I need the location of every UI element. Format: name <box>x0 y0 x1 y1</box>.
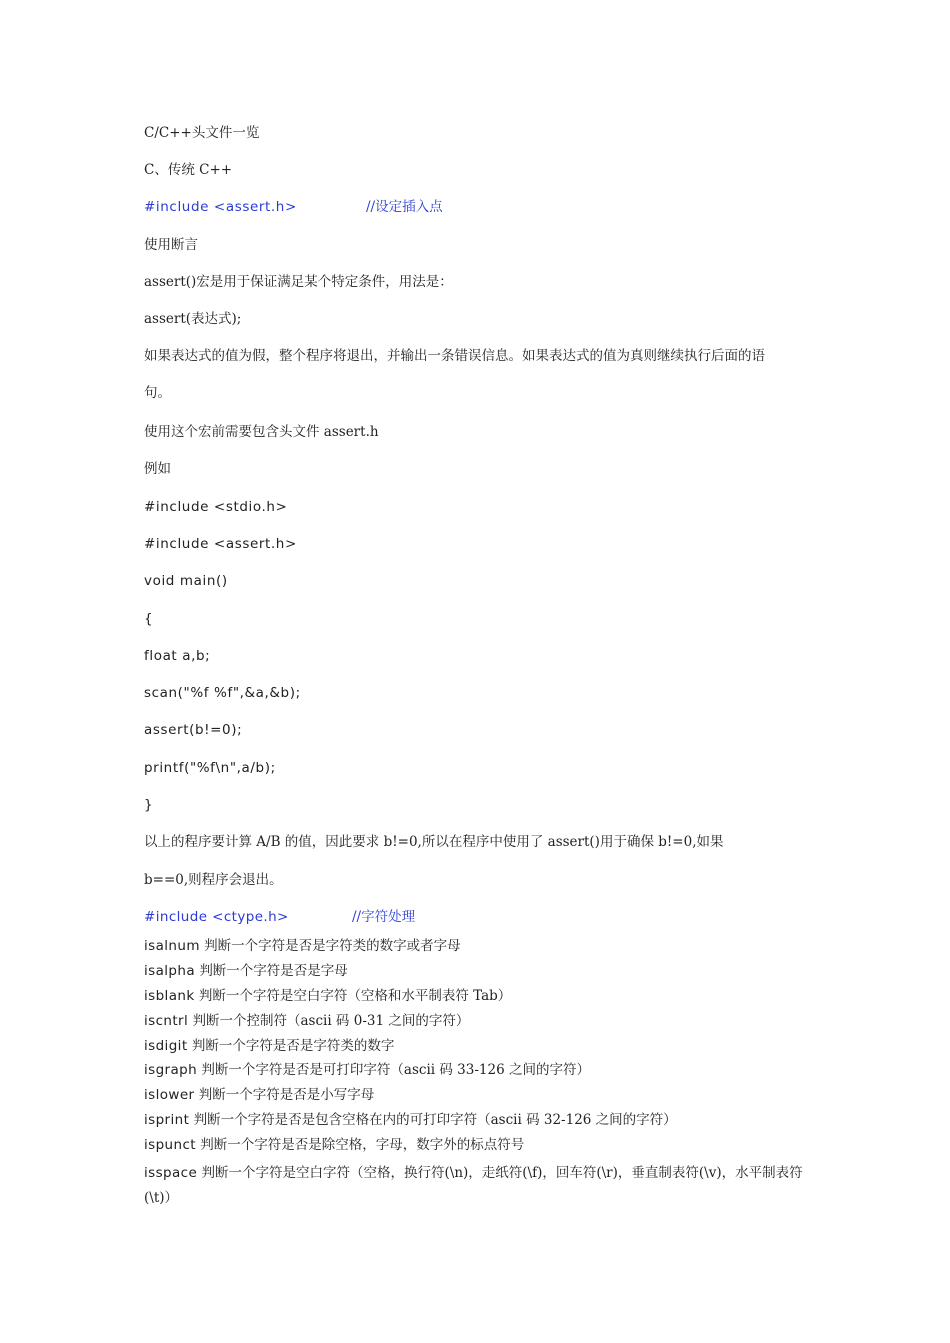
assert-desc: assert()宏是用于保证满足某个特定条件，用法是： <box>144 274 453 290</box>
code-line: assert(b!=0); <box>144 722 243 738</box>
ctype-function-item <box>144 1136 824 1154</box>
ctype-function-desc: 判断一个字符是否是包含空格在内的可打印字符（ascii 码 32-126 之间的字符） <box>193 1112 677 1128</box>
ctype-function-desc: 判断一个字符是空白字符（空格和水平制表符 Tab） <box>198 988 512 1004</box>
ctype-function-desc: 判断一个字符是否是除空格，字母，数字外的标点符号 <box>200 1137 525 1153</box>
ctype-function-name: isblank <box>144 988 195 1004</box>
code-line: #include <stdio.h> <box>144 499 288 515</box>
ctype-include-comment: //字符处理 <box>352 909 416 925</box>
assert-explain-1: 如果表达式的值为假，整个程序将退出，并输出一条错误信息。如果表达式的值为真则继续执行后面的语 <box>144 348 765 364</box>
ctype-function-desc: 判断一个字符是否是字母 <box>199 963 348 979</box>
code-line: printf("%f\n",a/b); <box>144 760 276 776</box>
assert-heading: 使用断言 <box>144 237 198 253</box>
doc-title: C/C++头文件一览 <box>144 125 260 141</box>
ctype-function-item <box>144 937 824 955</box>
code-line: } <box>144 797 154 813</box>
ctype-function-desc: 判断一个控制符（ascii 码 0-31 之间的字符） <box>192 1013 470 1029</box>
code-line: void main() <box>144 573 228 589</box>
doc-subtitle: C、传统 C++ <box>144 162 233 178</box>
assert-header-note: 使用这个宏前需要包含头文件 assert.h <box>144 424 379 440</box>
ctype-function-item <box>144 1161 806 1211</box>
assert-explain-2: 句。 <box>144 385 171 401</box>
ctype-function-name: isdigit <box>144 1038 188 1054</box>
assert-note-2: b==0,则程序会退出。 <box>144 872 283 888</box>
assert-note-1: 以上的程序要计算 A/B 的值，因此要求 b!=0,所以在程序中使用了 assert()用于确保 b!=0,如果 <box>144 834 724 850</box>
ctype-function-item <box>144 987 824 1005</box>
ctype-function-item <box>144 1037 824 1055</box>
assert-include: #include <assert.h> <box>144 199 297 215</box>
ctype-function-name: isalnum <box>144 938 200 954</box>
ctype-function-name: ispunct <box>144 1137 196 1153</box>
ctype-include: #include <ctype.h> <box>144 909 289 925</box>
ctype-function-item <box>144 1111 824 1129</box>
ctype-function-name: isgraph <box>144 1062 198 1078</box>
ctype-function-desc: 判断一个字符是否是小写字母 <box>198 1087 375 1103</box>
assert-include-comment: //设定插入点 <box>366 199 443 215</box>
ctype-function-name: isspace <box>144 1165 198 1181</box>
code-line: { <box>144 611 154 627</box>
code-line: float a,b; <box>144 648 211 664</box>
code-line: #include <assert.h> <box>144 536 297 552</box>
ctype-function-desc: 判断一个字符是否是字符类的数字 <box>191 1038 395 1054</box>
code-line: scan("%f %f",&a,&b); <box>144 685 301 701</box>
ctype-function-desc: 判断一个字符是空白字符（空格，换行符(\n)，走纸符(\f)，回车符(\r)，垂直制表符(\v)，水平制表符(\t)） <box>144 1165 803 1206</box>
ctype-function-desc: 判断一个字符是否是字符类的数字或者字母 <box>204 938 461 954</box>
ctype-function-item <box>144 962 824 980</box>
ctype-function-item <box>144 1012 824 1030</box>
ctype-function-name: isalpha <box>144 963 196 979</box>
ctype-include-line <box>144 908 824 926</box>
ctype-function-name: isprint <box>144 1112 190 1128</box>
ctype-function-item <box>144 1061 824 1079</box>
assert-include-line <box>144 198 824 216</box>
ctype-function-desc: 判断一个字符是否是可打印字符（ascii 码 33-126 之间的字符） <box>201 1062 590 1078</box>
ctype-function-item <box>144 1086 824 1104</box>
assert-usage: assert(表达式); <box>144 311 242 327</box>
example-label: 例如 <box>144 461 171 477</box>
ctype-function-name: islower <box>144 1087 195 1103</box>
ctype-function-name: iscntrl <box>144 1013 189 1029</box>
